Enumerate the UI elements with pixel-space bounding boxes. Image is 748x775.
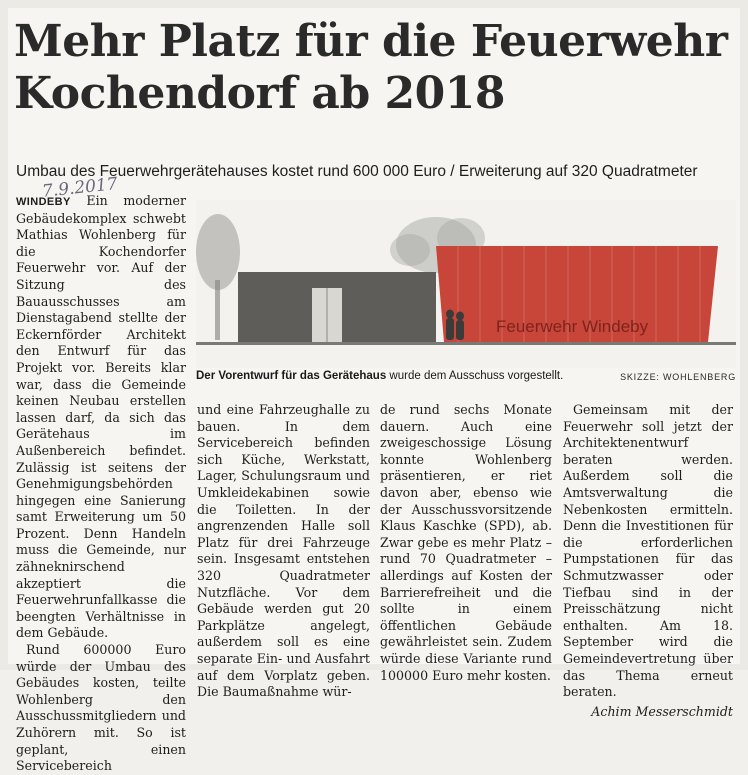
subheadline: Umbau des Feuerwehrgerätehauses kostet rund 600 000 Euro / Erweiterung auf 320 Quadratmeter bbox=[16, 163, 698, 180]
dateline: WINDEBY bbox=[16, 196, 71, 208]
paragraph: Gemeinsam mit der Feuerwehr soll jetzt der Architektenentwurf beraten werden. Außerdem soll die Amtsverwaltung die Nebenkosten ermitteln. Denn die Investitionen für die erforderlichen Pumpstationen für das Schmutzwasser oder Tiefbau sind in der Preisschätzung nicht enthalten. Am 18. September wird die Gemeindevertretung über das Thema erneut beraten. bbox=[563, 402, 733, 700]
paragraph: Rund 600000 Euro würde der Umbau des Gebäudes kosten, teilte Wohlenberg den Ausschussmitgliedern und Zuhörern mit. So ist geplant, einen Servicebereich bbox=[16, 642, 186, 774]
author-signature: Achim Messerschmidt bbox=[591, 703, 733, 719]
paragraph: und eine Fahrzeughalle zu bauen. In dem Servicebereich befinden sich Küche, Werkstatt, Lager, Schulungsraum und Umkleidekabinen sowie die Toiletten. In der angrenzenden Halle soll Platz für drei Fahrzeuge sein. Insgesamt entstehen 320 Quadratmeter Nutzfläche. Vor dem Gebäude werden gut 20 Parkplätze angelegt, außerdem soll es eine separate Ein- und Ausfahrt auf dem Vorplatz geben. Die Baumaßnahme wür- bbox=[197, 402, 370, 700]
caption-bold: Der Vorentwurf für das Gerätehaus bbox=[196, 370, 387, 382]
headline: Mehr Platz für die Feuerwehr Kochendorf ab 2018 bbox=[14, 16, 728, 119]
text-column-1 bbox=[16, 193, 186, 775]
architect-sketch bbox=[196, 200, 736, 368]
ground-line bbox=[196, 342, 736, 345]
paragraph-text: Ein moderner Gebäudekomplex schwebt Mathias Wohlenberg für die Kochendorfer Feuerwehr vor. Auf der Sitzung des Bauausschusses am Dienstagabend stellte der Eckernförder Architekt den Entwurf für das Projekt vor. Bereits klar war, dass die Gemeinde keinen Neubau erstellen lassen darf, da sich das Gerätehaus im Außenbereich befindet. Zulässig ist seitens der Genehmigungsbehörden hingegen eine Sanierung samt Erweiterung um 50 Prozent. Denn Handeln muss die Gemeinde, nur zähneknirschend akzeptiert die Feuerwehrunfallkasse die beengten Verhältnisse in dem Gebäude. bbox=[16, 193, 186, 641]
caption-text: wurde dem Ausschuss vorgestellt. bbox=[386, 370, 564, 382]
building-drawing bbox=[196, 200, 736, 368]
text-column-4 bbox=[563, 402, 733, 720]
paragraph bbox=[16, 193, 186, 642]
image-credit: SKIZZE: WOHLENBERG bbox=[620, 372, 736, 382]
text-column-2 bbox=[197, 402, 370, 701]
building-sign: Feuerwehr Windeby bbox=[496, 317, 649, 336]
paragraph: de rund sechs Monate dauern. Auch eine zweigeschossige Lösung konnte Wohlenberg präsentieren, er riet davon aber, ebenso wie der Ausschussvorsitzende Klaus Kaschke (SPD), ab. Zwar gebe es mehr Platz – rund 70 Quadratmeter – allerdings auf Kosten der Barrierefreiheit und die sollte in einem öffentlichen Gebäude gewährleistet sein. Zudem würde diese Variante rund 100000 Euro mehr kosten. bbox=[380, 402, 552, 683]
handwritten-date: 7.9.2017 bbox=[41, 174, 119, 202]
text-column-3 bbox=[380, 402, 552, 684]
